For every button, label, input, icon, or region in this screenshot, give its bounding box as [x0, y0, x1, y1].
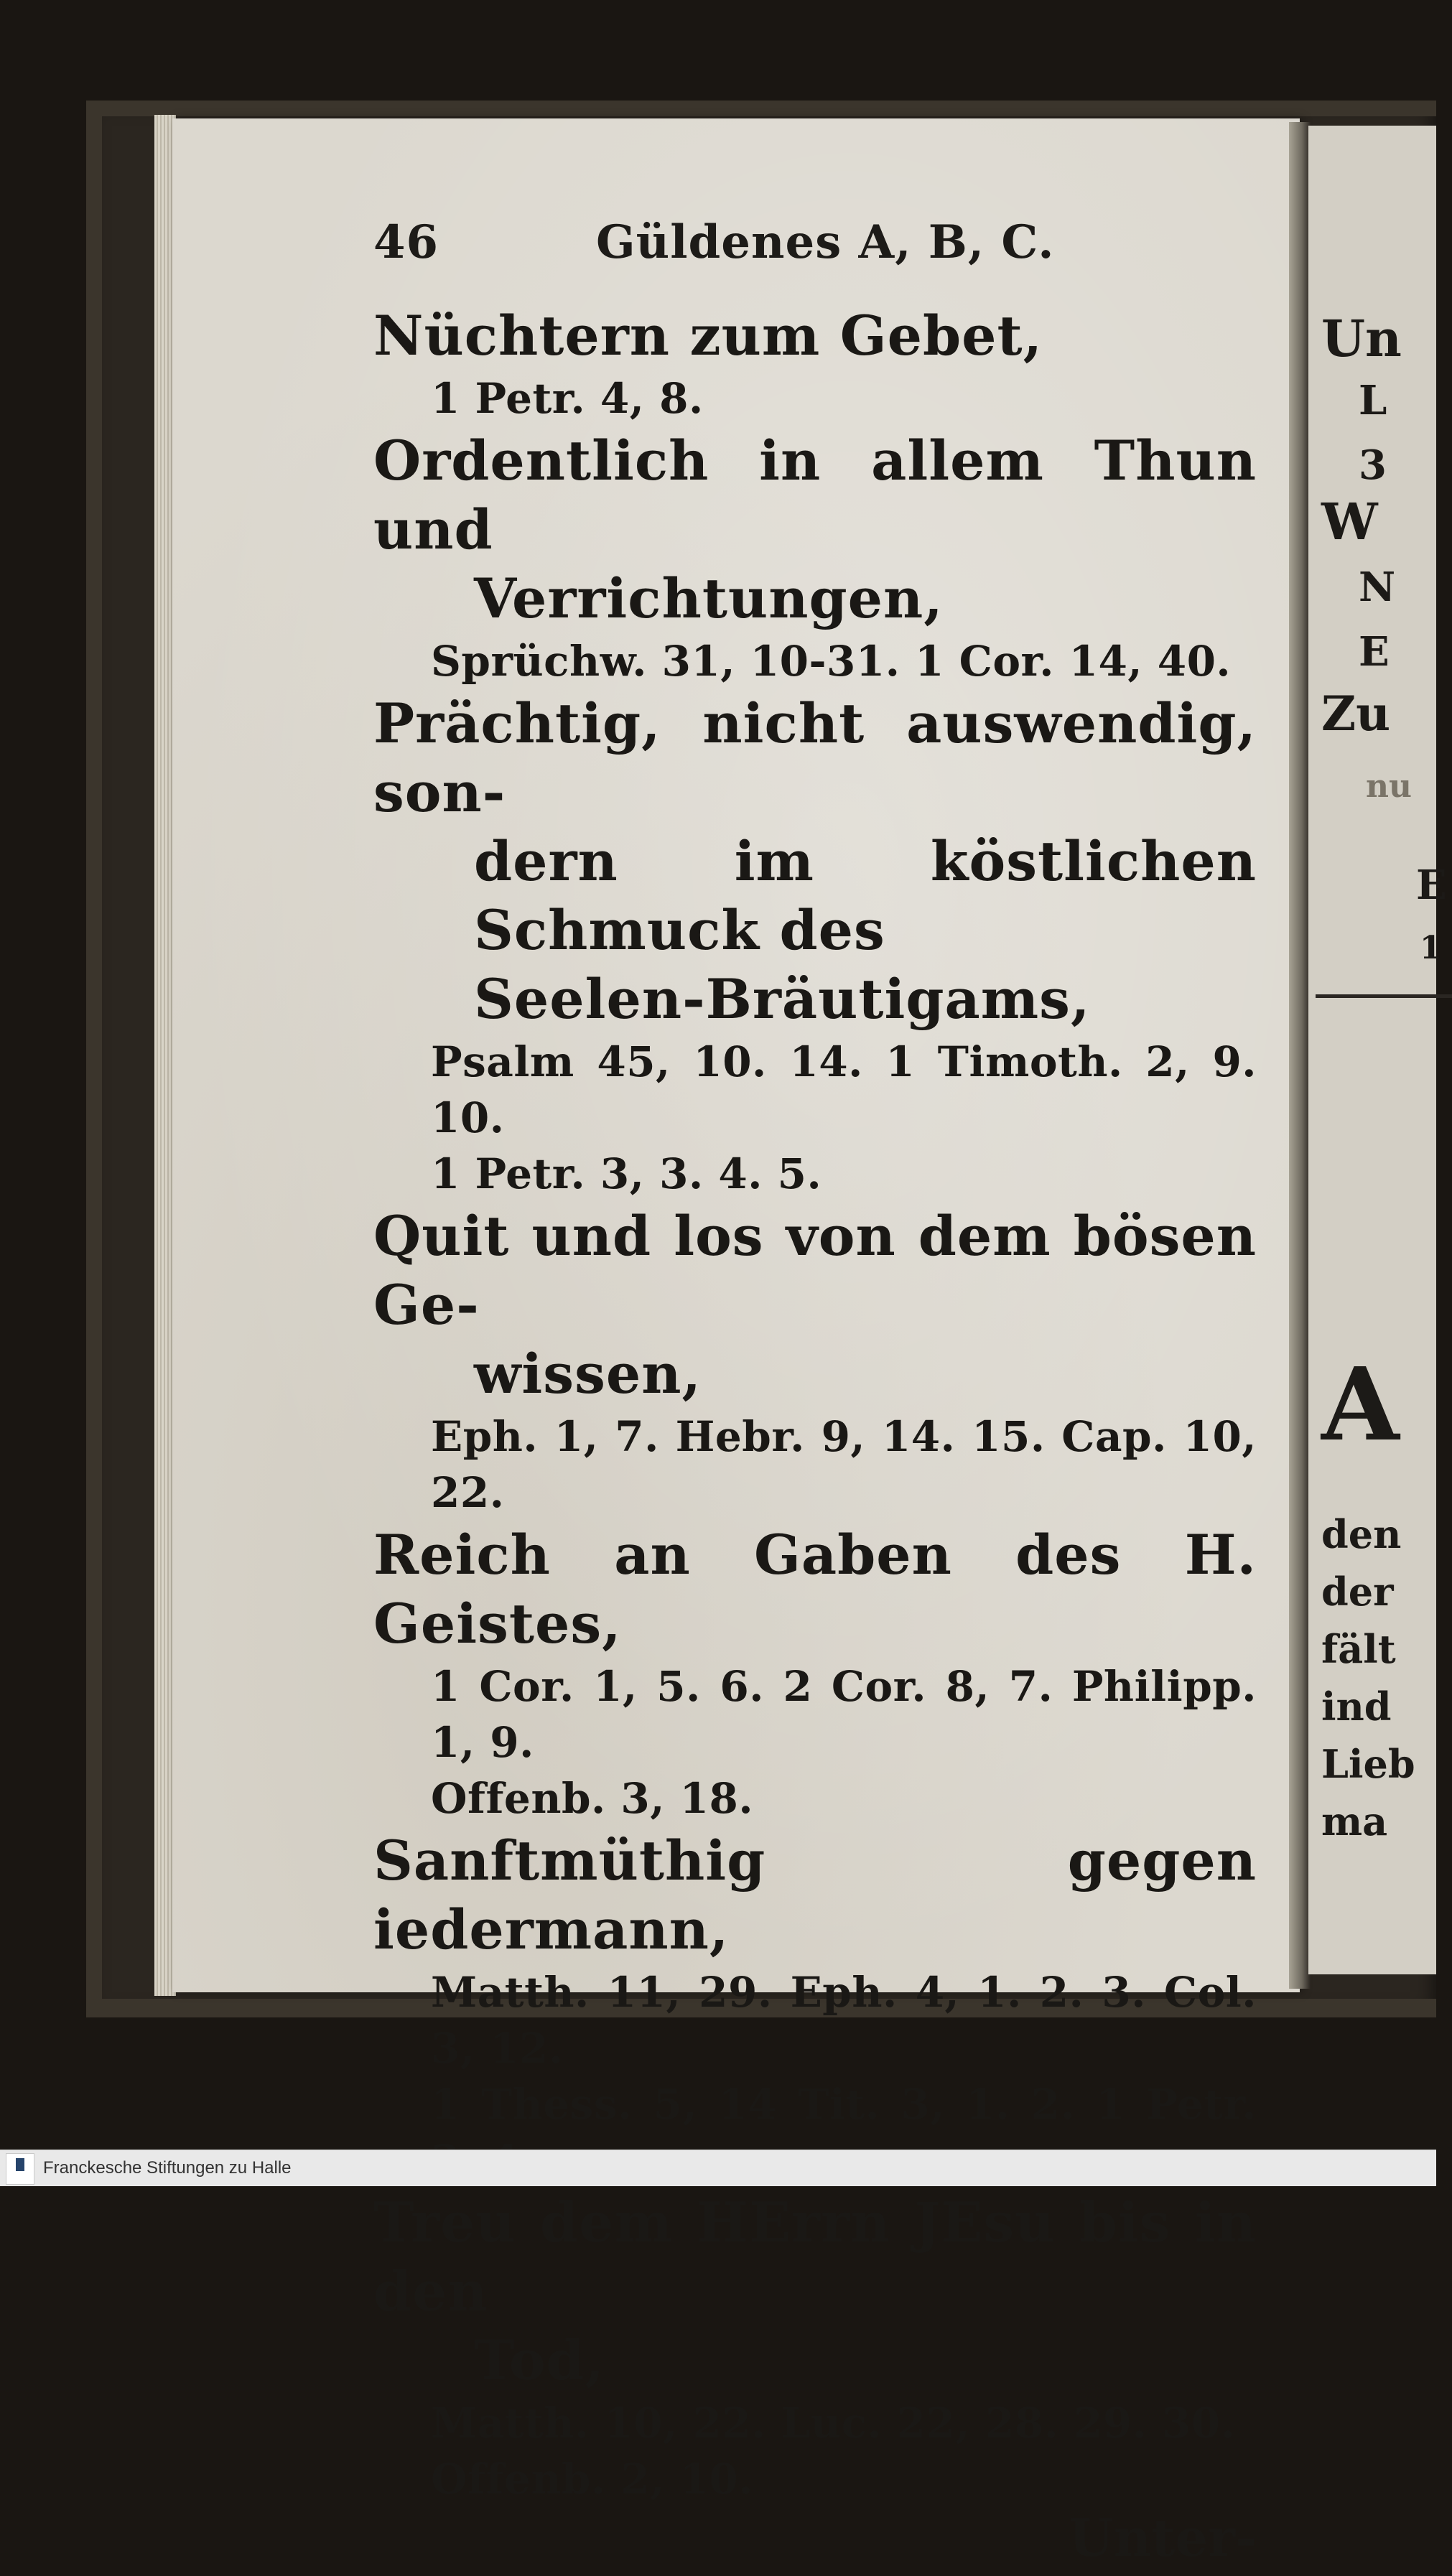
entry-r — [373, 1521, 1257, 1826]
scripture-reference: 1 Petr. 4, 8. — [431, 374, 704, 423]
catchword: Unter- — [1068, 2507, 1257, 2568]
next-page-fragment: E — [1416, 862, 1447, 909]
scripture-reference: 1 Thess. 5, 14 Tit. 3, 1. 2. 1 Petr. — [431, 2080, 1257, 2129]
entry-heading: Sanftmüthig gegen iedermann, — [373, 1829, 1257, 1961]
next-page-fragment: der — [1321, 1569, 1394, 1615]
scripture-reference: 1 Cor. 1, 5. 6. 2 Cor. 8, 7. Philipp. 1, 9. — [431, 1662, 1257, 1767]
next-page-fragment: E — [1359, 628, 1390, 676]
entry-heading-continued: Tod, — [474, 2328, 605, 2392]
next-page-fragment: ma — [1321, 1798, 1388, 1844]
section-rule — [1316, 994, 1452, 998]
next-page-fragment: den — [1321, 1511, 1402, 1557]
right-page-fragment — [1308, 126, 1447, 1974]
entry-heading: Ordentlich in allem Thun und — [373, 429, 1257, 561]
footer-institution[interactable]: Franckesche Stiftungen zu Halle — [43, 2158, 292, 2178]
next-page-fragment: Zu — [1321, 686, 1391, 742]
next-page-fragment: W — [1321, 492, 1378, 551]
scripture-reference: Offenb. 3, 18. — [431, 1774, 754, 1823]
entry-n — [373, 302, 1257, 426]
next-page-fragment: A — [1321, 1346, 1400, 1464]
scripture-reference: Matth. 11, 29. Eph. 4, 1. 2. 3. Col. 3, 12. — [431, 1968, 1257, 2073]
next-page-fragment: L — [1359, 377, 1387, 424]
foundation-logo-icon[interactable] — [6, 2153, 34, 2185]
entry-heading-continued: dern im köstlichen Schmuck des — [474, 829, 1257, 962]
next-page-fragment: ind — [1321, 1684, 1392, 1730]
entry-heading: Quit und los von dem bösen Ge- — [373, 1204, 1257, 1337]
entry-p — [373, 689, 1257, 1202]
scripture-reference: Sprüchw. 31, 10-31. 1 Cor. 14, 40. — [431, 637, 1232, 686]
next-page-fragment: N — [1359, 564, 1396, 611]
catchword-row — [373, 2507, 1257, 2576]
entry-q — [373, 1202, 1257, 1521]
scripture-reference: 1 Petr. 3, 3. 4. 5. — [431, 1149, 822, 1198]
entry-heading: Prächtig, nicht auswendig, son- — [373, 691, 1257, 824]
book-gutter — [1289, 122, 1311, 1989]
scripture-reference: Matth. 10, 22. Luc. 22, 28. 29. 30. — [431, 2399, 1236, 2447]
entry-heading: Treu dem HErrn JEsu bis in den — [373, 2190, 1257, 2323]
entry-o — [373, 426, 1257, 689]
entry-heading-continued: wissen, — [474, 1342, 702, 1406]
entry-s — [373, 1826, 1257, 2188]
entry-heading: Nüchtern zum Gebet, — [373, 304, 1043, 368]
footer-bar — [0, 2150, 1436, 2186]
next-page-fragment: Lieb — [1321, 1741, 1415, 1787]
next-page-fragment: 1 — [1420, 930, 1442, 966]
next-page-fragment: 3 — [1359, 442, 1387, 489]
entry-heading-continued: Verrichtungen, — [474, 566, 944, 630]
entry-heading: Reich an Gaben des H. Geistes, — [373, 1523, 1257, 1656]
scripture-reference: Psalm 45, 10. 14. 1 Timoth. 2, 9. 10. — [431, 1037, 1257, 1142]
entry-heading-continued: Seelen-Bräutigams, — [474, 967, 1091, 1031]
scripture-reference: Eph. 1, 7. Hebr. 9, 14. 15. Cap. 10, 22. — [431, 1412, 1257, 1517]
page-body — [373, 302, 1257, 2576]
next-page-fragment: Un — [1321, 309, 1402, 368]
entry-t — [373, 2188, 1257, 2507]
running-title: Güldenes A, B, C. — [596, 215, 1055, 269]
next-page-fragment: nu — [1366, 768, 1412, 805]
page-number: 46 — [373, 215, 439, 269]
next-page-fragment: fält — [1321, 1626, 1396, 1672]
scripture-reference: Offenb. 2, 10. — [431, 2455, 754, 2503]
logo-mark — [16, 2158, 24, 2171]
